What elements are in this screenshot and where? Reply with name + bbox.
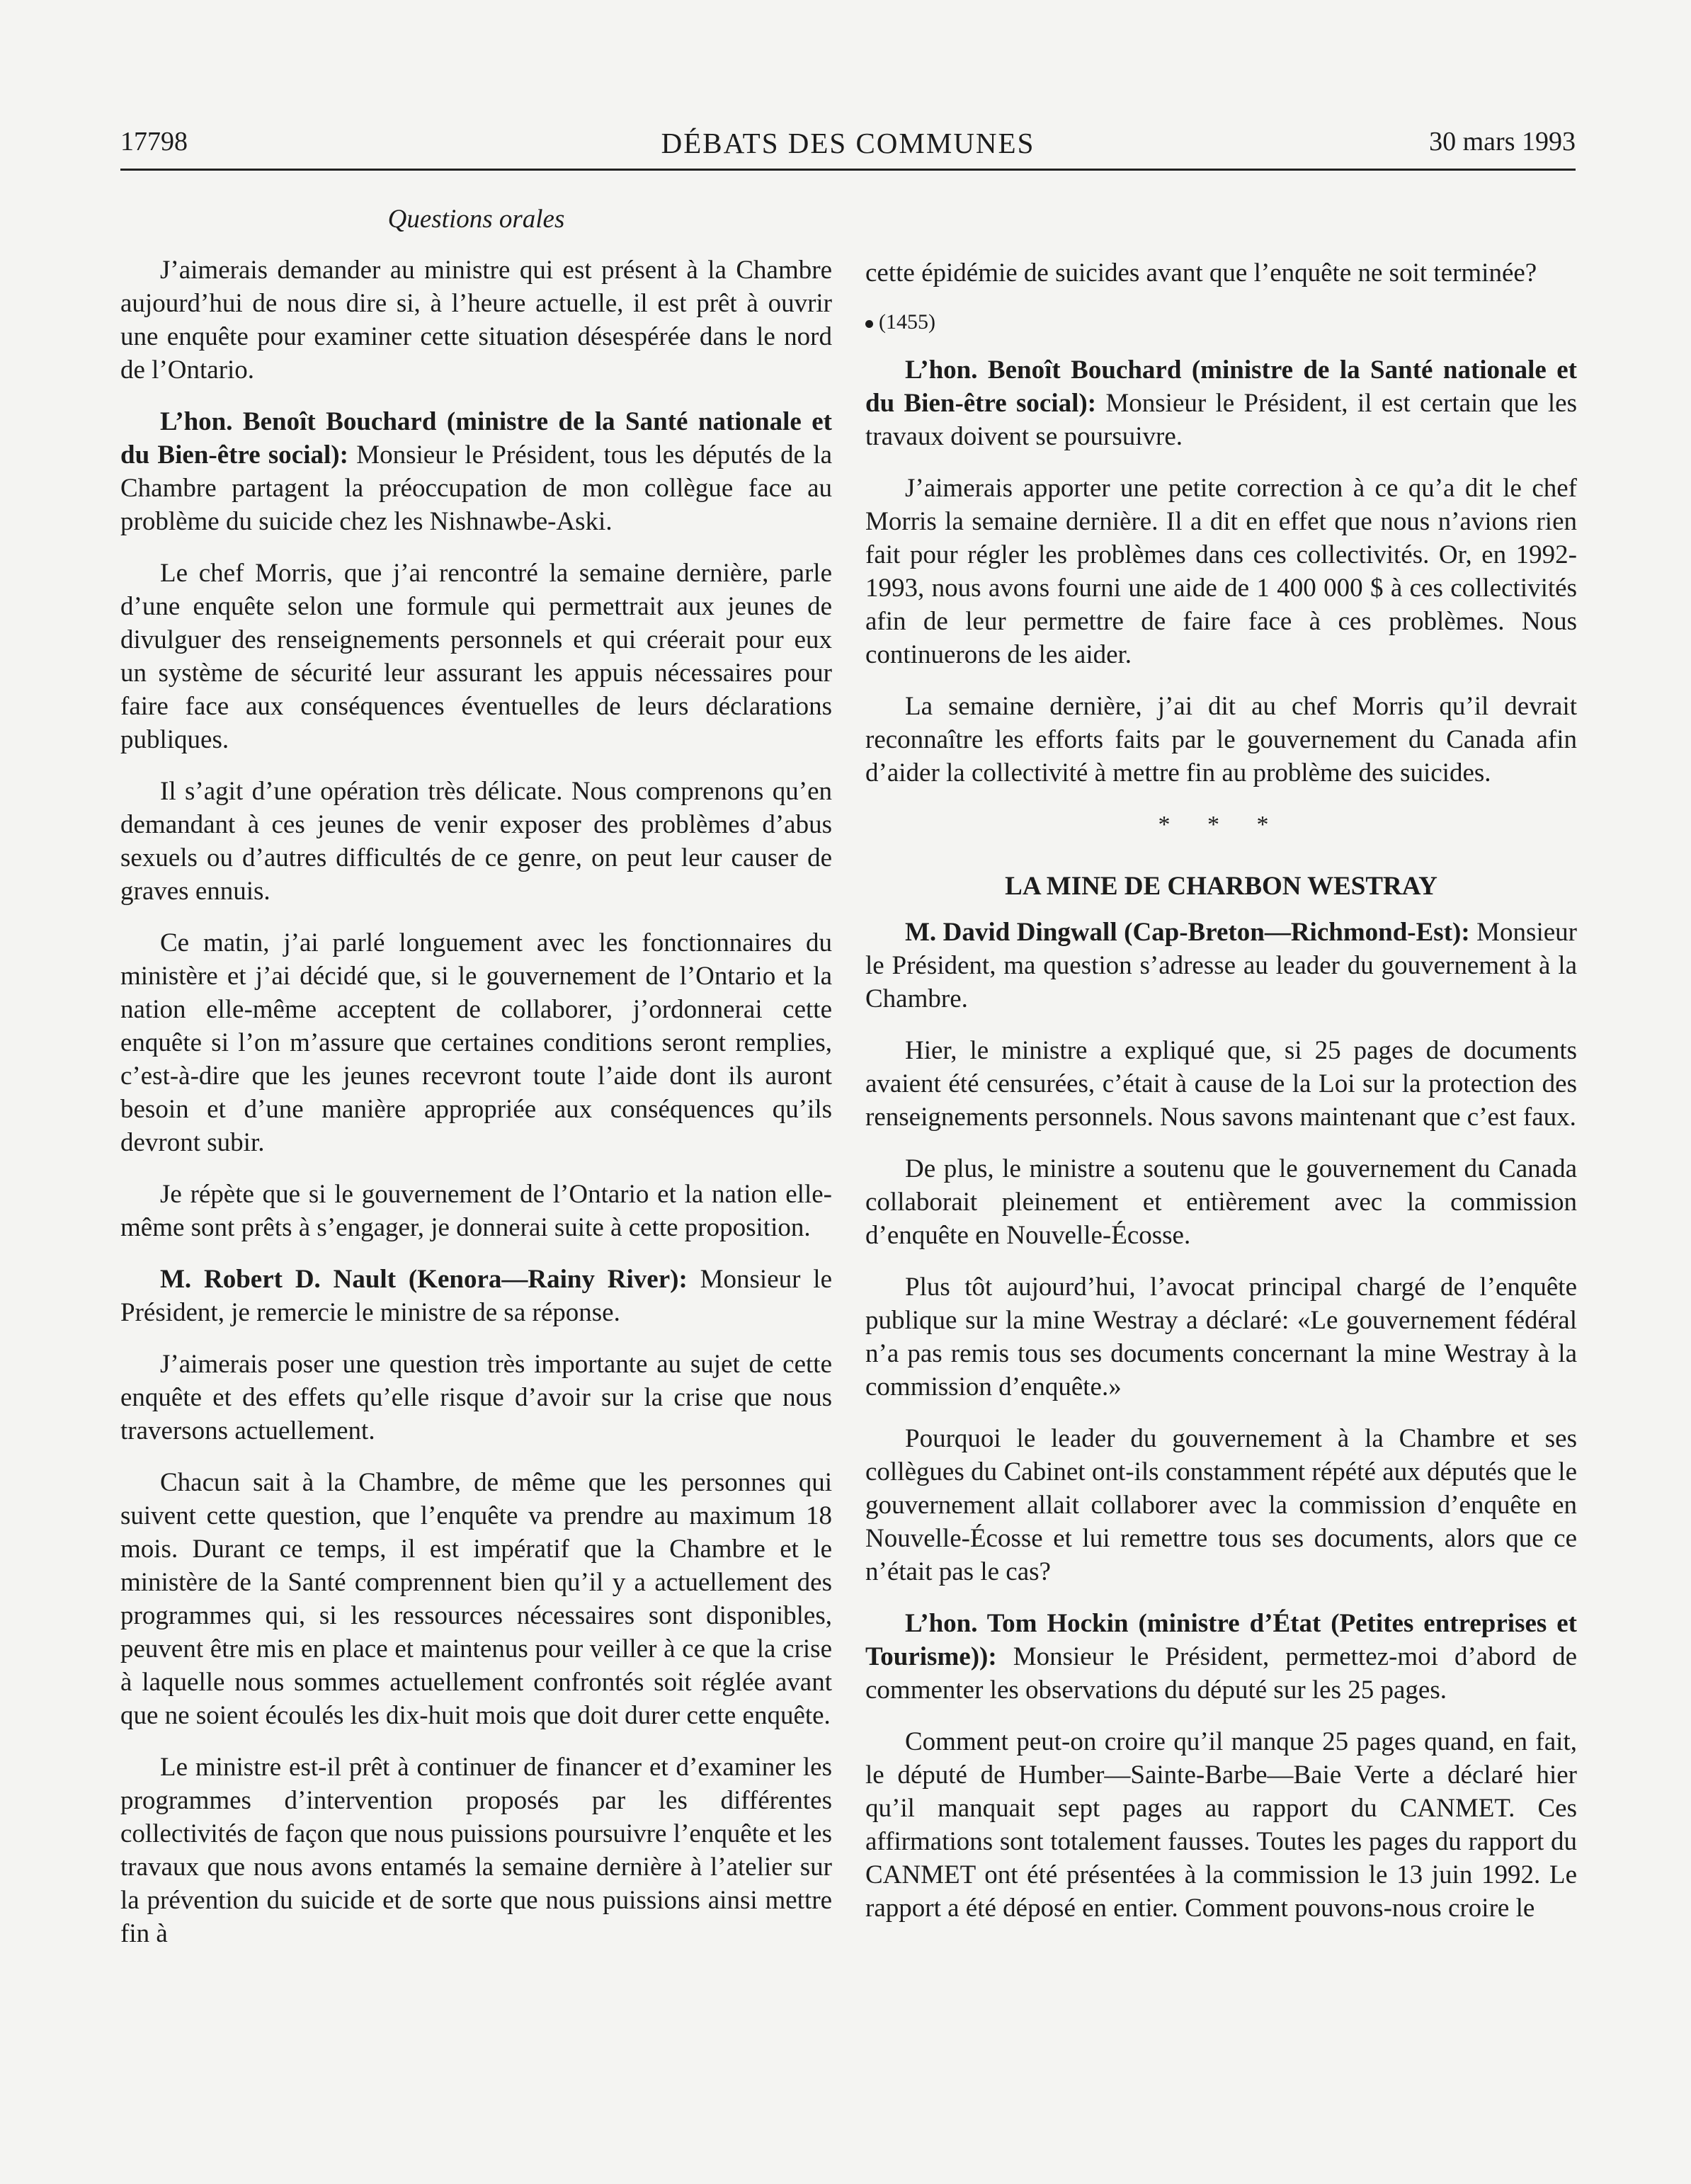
speaker-name: L’hon. Benoît Bouchard (ministre de la Santé nationale et du Bien-être social): — [120, 407, 832, 470]
publication-date: 30 mars 1993 — [1429, 127, 1576, 157]
speaker-name: L’hon. Benoît Bouchard (ministre de la Santé nationale et du Bien-être social): — [865, 356, 1577, 418]
paragraph — [865, 353, 1577, 453]
page-header — [120, 126, 1576, 169]
paragraph: Pourquoi le leader du gouvernement à la Chambre et ses collègues du Cabinet ont-ils constamment répété aux députés que le gouvernement allait collaborer avec la commission d’enquête en Nouvelle-Écosse et lui remettre tous ses documents, alors que ce n’était pas le cas? — [865, 1424, 1577, 1586]
paragraph: Le ministre est-il prêt à continuer de financer et d’examiner les programmes d’intervention proposés par les différentes collectivités de façon que nous puissions poursuivre l’enquête et les travaux que nous avons entamés la semaine dernière à l’atelier sur la prévention du suicide et de sorte que nous puissions ainsi mettre fin à — [120, 1753, 832, 1948]
paragraph: De plus, le ministre a soutenu que le gouvernement du Canada collaborait pleinement et entièrement avec la commission d’enquête en Nouvelle-Écosse. — [865, 1154, 1577, 1250]
timestamp-text: (1455) — [879, 310, 935, 334]
section-heading: LA MINE DE CHARBON WESTRAY — [1005, 872, 1437, 901]
paragraph: Je répète que si le gouvernement de l’Ontario et la nation elle-même sont prêts à s’engager, je donnerai suite à cette proposition. — [120, 1180, 832, 1242]
section-subheading: Questions orales — [387, 205, 565, 234]
section-separator: * * * — [1158, 812, 1285, 838]
right-column — [865, 256, 1577, 1943]
paragraph: Plus tôt aujourd’hui, l’avocat principal chargé de l’enquête publique sur la mine Westray a déclaré: «Le gouvernement fédéral n’a pas remis tous ses documents concernant la mine Westray à la commission d’enquête.» — [865, 1273, 1577, 1401]
publication-title: DÉBATS DES COMMUNES — [661, 127, 1035, 159]
speech-text: Monsieur le Président, ma question s’adresse au leader du gouvernement à la Chambre. — [865, 918, 1577, 1013]
paragraph: Ce matin, j’ai parlé longuement avec les fonctionnaires du ministère et j’ai décidé que, si le gouvernement de l’Ontario et la nation elle-même acceptent de collaborer, j’ordonnerai cette enquête si l’on m’assure que certaines conditions seront remplies, c’est-à-dire que les jeunes recevront toute l’aide dont ils auront besoin et d’une manière appropriée aux conséquences qu’ils devront subir. — [120, 928, 832, 1157]
left-column — [120, 254, 832, 1969]
paragraph: Le chef Morris, que j’ai rencontré la semaine dernière, parle d’une enquête selon une formule qui permettrait aux jeunes de divulguer des renseignements personnels et qui créerait pour eux un système de sécurité leur assurant les appuis nécessaires pour faire face aux conséquences éventuelles de leurs déclarations publiques. — [120, 559, 832, 754]
header-rule — [120, 169, 1576, 171]
speaker-name: M. David Dingwall (Cap-Breton—Richmond-Est): — [905, 918, 1470, 947]
paragraph: Hier, le ministre a expliqué que, si 25 pages de documents avaient été censurées, c’était à cause de la Loi sur la protection des renseignements personnels. Nous savons maintenant que c’est faux. — [865, 1036, 1577, 1132]
paragraph: Il s’agit d’une opération très délicate. Nous comprenons qu’en demandant à ces jeunes de venir exposer des problèmes d’abus sexuels ou d’autres difficultés de ce genre, on peut leur causer de graves ennuis. — [120, 777, 832, 906]
speech-text: Monsieur le Président, je remercie le ministre de sa réponse. — [120, 1265, 832, 1327]
paragraph — [865, 1607, 1577, 1707]
page-number: 17798 — [120, 127, 188, 157]
speech-text: Monsieur le Président, il est certain que les travaux doivent se poursuivre. — [865, 389, 1577, 451]
paragraph: La semaine dernière, j’ai dit au chef Morris qu’il devrait reconnaître les efforts faits par le gouvernement du Canada afin d’aider la collectivité à mettre fin au problème des suicides. — [865, 692, 1577, 787]
paragraph: Comment peut-on croire qu’il manque 25 pages quand, en fait, le député de Humber—Sainte-Barbe—Baie Verte a déclaré hier qu’il manquait sept pages au rapport du CANMET. Ces affirmations sont totalement fausses. Toutes les pages du rapport du CANMET ont été présentées à la commission le 13 juin 1992. Le rapport a été déposé en entier. Comment pouvons-nous croire le — [865, 1727, 1577, 1923]
paragraph: J’aimerais apporter une petite correction à ce qu’a dit le chef Morris la semaine dernière. Il a dit en effet que nous n’avions rien fait pour régler les problèmes dans ces collectivités. Or, en 1992-1993, nous avons fourni une aide de 1 400 000 $ à ces collectivités afin de leur permettre de faire face à ces problèmes. Nous continuerons de les aider. — [865, 474, 1577, 669]
paragraph: J’aimerais demander au ministre qui est présent à la Chambre aujourd’hui de nous dire si, à l’heure actuelle, il est prêt à ouvrir une enquête pour examiner cette situation désespérée dans le nord de l’Ontario. — [120, 256, 832, 385]
speech-text: Monsieur le Président, permettez-moi d’abord de commenter les observations du député sur les 25 pages. — [865, 1642, 1577, 1705]
paragraph — [120, 1263, 832, 1329]
speaker-name: M. Robert D. Nault (Kenora—Rainy River): — [160, 1265, 688, 1294]
speaker-name: L’hon. Tom Hockin (ministre d’État (Petites entreprises et Tourisme)): — [865, 1609, 1577, 1671]
paragraph — [865, 916, 1577, 1016]
timestamp — [865, 308, 1577, 336]
paragraph: Chacun sait à la Chambre, de même que les personnes qui suivent cette question, que l’enquête va prendre au maximum 18 mois. Durant ce temps, il est impératif que la Chambre et le ministère de la Santé comprennent bien qu’il y a actuellement des programmes qui, si les ressources nécessaires sont disponibles, peuvent être mis en place et maintenus pour veiller à ce que la crise à laquelle nous sommes actuellement confrontés soit réglée avant que ne soient écoulés les dix-huit mois que doit durer cette enquête. — [120, 1468, 832, 1730]
paragraph — [120, 405, 832, 538]
bullet-icon — [865, 320, 873, 328]
speech-text: Monsieur le Président, tous les députés de la Chambre partagent la préoccupation de mon collègue face au problème du suicide chez les Nishnawbe-Aski. — [120, 440, 832, 536]
paragraph: cette épidémie de suicides avant que l’enquête ne soit terminée? — [865, 258, 1537, 288]
paragraph: J’aimerais poser une question très importante au sujet de cette enquête et des effets qu’elle risque d’avoir sur la crise que nous traversons actuellement. — [120, 1350, 832, 1445]
